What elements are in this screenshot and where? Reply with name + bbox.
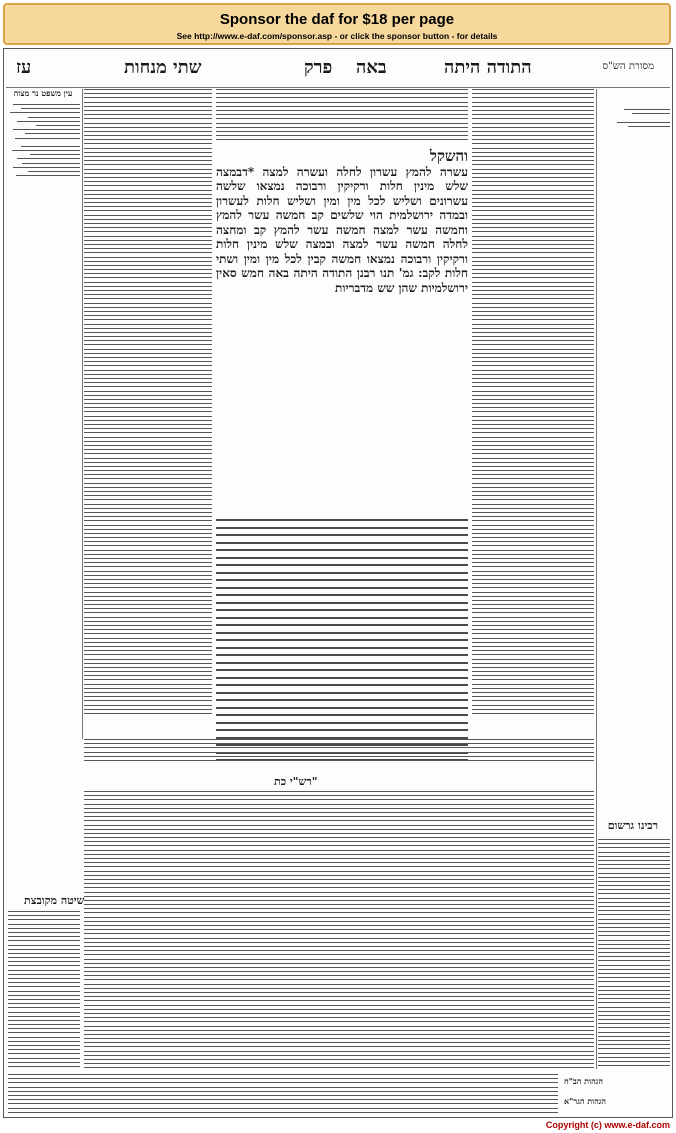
shita-mekubetzet-column bbox=[8, 911, 80, 1071]
ein-mishpat-lines bbox=[6, 104, 80, 176]
gemara-top-lines bbox=[216, 89, 468, 147]
gemara-main-text bbox=[216, 149, 468, 295]
ein-mishpat-label: עין משפט נר מצוה bbox=[13, 88, 73, 98]
copyright-link[interactable]: Copyright (c) www.e-daf.com bbox=[545, 1120, 670, 1130]
talmud-page bbox=[3, 48, 673, 1118]
running-title-chapter-name: שתי מנחות bbox=[124, 57, 202, 78]
ein-mishpat-column bbox=[6, 89, 80, 179]
hagahot-hagra-label: הגהות הגר"א bbox=[564, 1096, 607, 1106]
column-divider-right bbox=[596, 89, 597, 1069]
rashi-column-top bbox=[472, 89, 594, 779]
rashi-kav-block bbox=[84, 791, 594, 1071]
sponsor-subtitle: See http://www.e-daf.com/sponsor.asp - or click the sponsor button - for details bbox=[176, 31, 498, 41]
running-title-baah: באה bbox=[356, 57, 387, 78]
rashi-kav-title: רש"י כת" bbox=[274, 775, 318, 788]
footnote-lines bbox=[8, 1074, 558, 1114]
masoret-lines bbox=[594, 109, 670, 127]
gemara-continuation-lines bbox=[216, 519, 468, 769]
masoret-label: מסורת הש"ס bbox=[602, 61, 654, 72]
running-title-perek: פרק bbox=[304, 57, 333, 78]
header-rule bbox=[6, 87, 670, 88]
page-number: עז bbox=[16, 57, 32, 78]
tosafot-column bbox=[84, 89, 212, 779]
masoret-hashas-column bbox=[594, 89, 670, 130]
shita-mekubetzet-title: שיטה מקובצת bbox=[24, 894, 85, 907]
hagahot-habach-label: הגהות הב"ח bbox=[564, 1076, 603, 1086]
sponsor-banner[interactable] bbox=[3, 3, 671, 45]
column-divider-left bbox=[82, 89, 83, 739]
rabbenu-gershom-column bbox=[598, 839, 670, 1069]
sponsor-title-link[interactable]: Sponsor the daf for $18 per page bbox=[219, 11, 455, 28]
bottom-band-lines bbox=[84, 739, 594, 771]
gemara-body: עשרה להמץ עשרון לחלה ועשרה למצה *דבמצה שלש מינין חלות ורקיקין ורבוכה נמצאו שלשה עשרונים ושליש לכל מין ומין ושליש חלות לעשרון ובמדה ירושלמית הוי שלשים קב חמשה עשר להמץ וחמשה עשר למצה חמשה עשר להמץ קב ומחצה לחלה חמשה עשר למצה ובמצה שלש מינין חלות ורקיקין ורבוכה נמצאו חמשה קבין לכל מין ומין ושתי חלות לקב: גמ' תנו רבנן התודה היתה באה חמש סאין ירושלמיות שהן שש מדבריות bbox=[216, 164, 468, 295]
page-header bbox=[4, 49, 672, 87]
rabbenu-gershom-title: רבינו גרשום bbox=[607, 819, 658, 832]
gemara-opening-word: והשקל bbox=[429, 147, 468, 165]
running-title-hatoda: התודה היתה bbox=[444, 57, 532, 78]
